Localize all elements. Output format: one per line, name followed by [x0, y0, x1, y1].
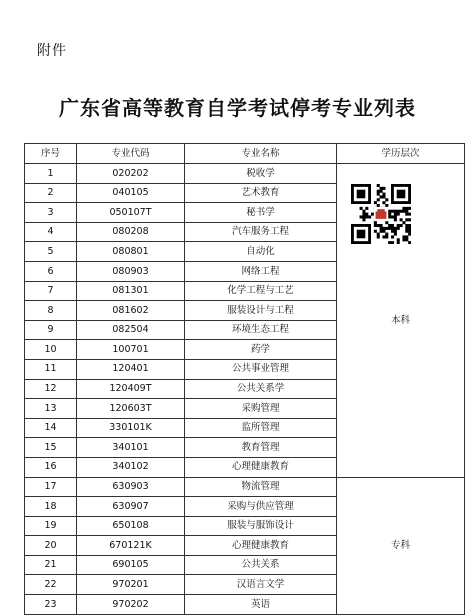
row-seq: 19	[25, 516, 77, 536]
row-seq: 20	[25, 536, 77, 556]
row-major-name: 物流管理	[185, 477, 337, 497]
row-major-name: 公共关系	[185, 555, 337, 575]
major-table	[24, 143, 465, 615]
row-major-name: 采购管理	[185, 399, 337, 419]
row-code: 340102	[77, 457, 185, 477]
row-code: 120603T	[77, 399, 185, 419]
row-seq: 15	[25, 438, 77, 458]
row-seq: 2	[25, 183, 77, 203]
row-major-name: 税收学	[185, 164, 337, 184]
row-code: 330101K	[77, 418, 185, 438]
row-major-name: 心理健康教育	[185, 536, 337, 556]
row-code: 690105	[77, 555, 185, 575]
row-seq: 14	[25, 418, 77, 438]
row-code: 081602	[77, 301, 185, 321]
row-major-name: 艺术教育	[185, 183, 337, 203]
header-name: 专业名称	[185, 144, 337, 164]
attachment-label: 附件	[37, 43, 67, 59]
row-code: 040105	[77, 183, 185, 203]
page-title: 广东省高等教育自学考试停考专业列表	[59, 96, 416, 120]
level-junior-college: 专科	[337, 477, 465, 614]
row-code: 120409T	[77, 379, 185, 399]
row-major-name: 汉语言文学	[185, 575, 337, 595]
row-seq: 6	[25, 261, 77, 281]
row-seq: 8	[25, 301, 77, 321]
row-code: 081301	[77, 281, 185, 301]
row-code: 080208	[77, 222, 185, 242]
row-seq: 18	[25, 497, 77, 517]
row-major-name: 药学	[185, 340, 337, 360]
row-major-name: 公共事业管理	[185, 359, 337, 379]
row-major-name: 公共关系学	[185, 379, 337, 399]
level-undergraduate-cell	[337, 164, 465, 478]
table-row	[25, 477, 465, 497]
row-seq: 22	[25, 575, 77, 595]
row-code: 020202	[77, 164, 185, 184]
row-seq: 13	[25, 399, 77, 419]
row-major-name: 服装与服饰设计	[185, 516, 337, 536]
row-code: 650108	[77, 516, 185, 536]
row-seq: 7	[25, 281, 77, 301]
row-seq: 11	[25, 359, 77, 379]
header-level: 学历层次	[337, 144, 465, 164]
row-major-name: 自动化	[185, 242, 337, 262]
header-seq: 序号	[25, 144, 77, 164]
row-code: 080903	[77, 261, 185, 281]
row-seq: 4	[25, 222, 77, 242]
row-seq: 21	[25, 555, 77, 575]
row-seq: 17	[25, 477, 77, 497]
row-major-name: 汽车服务工程	[185, 222, 337, 242]
row-code: 630903	[77, 477, 185, 497]
row-major-name: 心理健康教育	[185, 457, 337, 477]
row-major-name: 英语	[185, 595, 337, 615]
row-major-name: 秘书学	[185, 203, 337, 223]
row-seq: 16	[25, 457, 77, 477]
row-code: 340101	[77, 438, 185, 458]
row-code: 100701	[77, 340, 185, 360]
row-seq: 9	[25, 320, 77, 340]
row-code: 080801	[77, 242, 185, 262]
row-major-name: 服装设计与工程	[185, 301, 337, 321]
level-undergraduate: 本科	[390, 315, 410, 326]
row-seq: 12	[25, 379, 77, 399]
row-major-name: 采购与供应管理	[185, 497, 337, 517]
header-code: 专业代码	[77, 144, 185, 164]
row-code: 120401	[77, 359, 185, 379]
row-code: 630907	[77, 497, 185, 517]
row-major-name: 网络工程	[185, 261, 337, 281]
row-seq: 3	[25, 203, 77, 223]
row-code: 970201	[77, 575, 185, 595]
row-major-name: 教育管理	[185, 438, 337, 458]
row-code: 050107T	[77, 203, 185, 223]
row-code: 082504	[77, 320, 185, 340]
row-seq: 23	[25, 595, 77, 615]
row-major-name: 环境生态工程	[185, 320, 337, 340]
row-code: 670121K	[77, 536, 185, 556]
row-code: 970202	[77, 595, 185, 615]
table-header-row	[25, 144, 465, 164]
qr-code-icon	[351, 184, 411, 244]
row-major-name: 化学工程与工艺	[185, 281, 337, 301]
table-row	[25, 164, 465, 184]
row-seq: 5	[25, 242, 77, 262]
row-seq: 1	[25, 164, 77, 184]
row-seq: 10	[25, 340, 77, 360]
row-major-name: 监所管理	[185, 418, 337, 438]
